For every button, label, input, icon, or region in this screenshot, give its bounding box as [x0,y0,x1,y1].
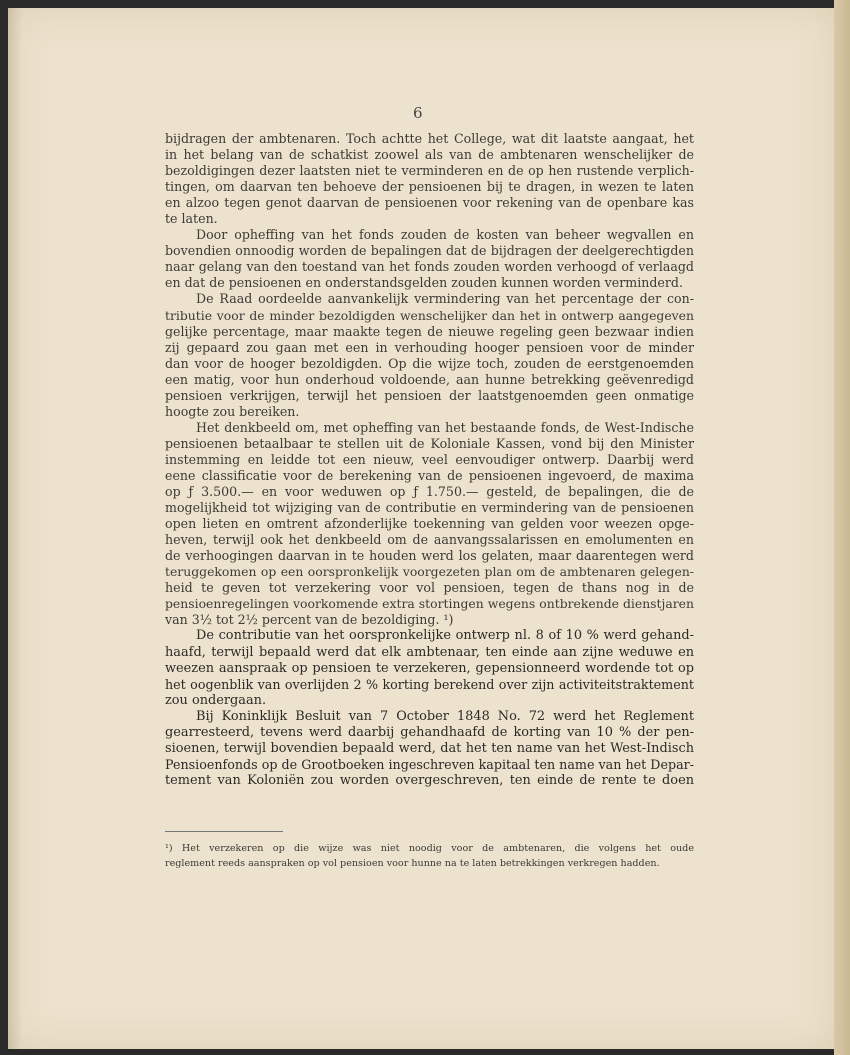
page-gutter-shadow [8,8,22,1049]
text-line: pensioen verkrijgen, terwijl het pensioen der laatstgenoemden geen onmatige [165,387,694,403]
text-line: sioenen, terwijl bovendien bepaald werd, dat het ten name van het West-Indisch [165,740,694,756]
footnote-line: ¹) Het verzekeren op die wijze was niet noodig voor de ambtenaren, die volgens het oude [165,843,694,854]
next-page-edge [834,0,850,1055]
paragraph-first-line: De contributie van het oorspronkelijke ontwerp nl. 8 of 10 % werd gehand- [196,628,694,644]
text-line: teruggekomen op een oorspronkelijk voorgezeten plan om de ambtenaren gelegen- [165,564,694,580]
paragraph-first-line: Door opheffing van het fonds zouden de kosten van beheer wegvallen en [196,227,694,243]
text-line: heven, terwijl ook het denkbeeld om de aanvangssalarissen en emolumenten en [165,532,694,548]
text-line: Pensioenfonds op de Grootboeken ingeschreven kapitaal ten name van het Depar- [165,756,694,772]
page-number: 6 [413,104,423,122]
text-line: en dat de pensioenen en onderstandsgelden zouden kunnen worden verminderd. [165,275,683,291]
text-line: weezen aanspraak op pensioen te verzekeren, gepensionneerd wordende tot op [165,660,694,676]
text-line: pensioenregelingen voorkomende extra stortingen wegens ontbrekende dienstjaren [165,596,694,612]
text-line: eene classificatie voor de berekening van de pensioenen ingevoerd, de maxima [165,467,694,483]
text-line: zou ondergaan. [165,692,267,708]
text-line: tingen, om daarvan ten behoeve der pensioenen bij te dragen, in wezen te laten [165,179,694,195]
text-line: van 3½ tot 2½ percent van de bezoldiging. ¹) [165,612,454,628]
text-line: gearresteerd, tevens werd daarbij gehandhaafd de korting van 10 % der pen- [165,724,694,740]
text-line: in het belang van de schatkist zoowel als van de ambtenaren wenschelijker de [165,147,694,163]
body-text [165,131,694,789]
text-line: open lieten en omtrent afzonderlijke toekenning van gelden voor weezen opge- [165,516,694,532]
text-line: en alzoo tegen genot daarvan de pensioenen voor rekening van de openbare kas [165,195,694,211]
text-line: het oogenblik van overlijden 2 % korting berekend over zijn activiteitstraktement [165,676,694,692]
footnote [165,841,694,871]
paragraph-first-line: Het denkbeeld om, met opheffing van het bestaande fonds, de West-Indische [196,419,694,435]
paragraph-first-line: De Raad oordeelde aanvankelijk vermindering van het percentage der con- [196,291,694,307]
text-line: te laten. [165,211,218,227]
text-line: hoogte zou bereiken. [165,403,300,419]
text-line: dan voor de hooger bezoldigden. Op die wijze toch, zouden de eerstgenoemden [165,355,694,371]
text-line: tributie voor de minder bezoldigden wenschelijker dan het in ontwerp aangegeven [165,307,694,323]
text-line: bezoldigingen dezer laatsten niet te verminderen en de op hen rustende verplich- [165,163,694,179]
text-line: naar gelang van den toestand van het fonds zouden worden verhoogd of verlaagd [165,259,694,275]
footnote-line: reglement reeds aanspraken op vol pensioen voor hunne na te laten betrekkingen verkregen hadden. [165,858,660,869]
text-line: de verhoogingen daarvan in te houden werd los gelaten, maar daarentegen werd [165,548,694,564]
text-line: pensioenen betaalbaar te stellen uit de Koloniale Kassen, vond bij den Minister [165,435,694,451]
text-line: op ƒ 3.500.— en voor weduwen op ƒ 1.750.— gesteld, de bepalingen, die de [165,484,694,500]
text-line: bijdragen der ambtenaren. Toch achtte het College, wat dit laatste aangaat, het [165,131,694,146]
text-line: heid te geven tot verzekering voor vol pensioen, tegen de thans nog in de [165,580,694,596]
text-line: bovendien onnoodig worden de bepalingen dat de bijdragen der deelgerechtigden [165,243,694,259]
text-line: instemming en leidde tot een nieuw, veel eenvoudiger ontwerp. Daarbij werd [165,451,694,467]
text-line: zij gepaard zou gaan met een in verhouding hooger pensioen voor de minder [165,339,694,355]
text-line: mogelijkheid tot wijziging van de contributie en vermindering van de pensioenen [165,500,694,516]
paragraph-first-line: Bij Koninklijk Besluit van 7 October 1848 No. 72 werd het Reglement [196,708,694,724]
text-line: tement van Koloniën zou worden overgeschreven, ten einde de rente te doen [165,772,694,788]
text-line: een matig, voor hun onderhoud voldoende, aan hunne betrekking geëvenredigd [165,371,694,387]
footnote-divider [165,831,283,832]
text-line: haafd, terwijl bepaald werd dat elk ambtenaar, ten einde aan zijne weduwe en [165,644,694,660]
text-line: gelijke percentage, maar maakte tegen de nieuwe regeling geen bezwaar indien [165,323,694,339]
